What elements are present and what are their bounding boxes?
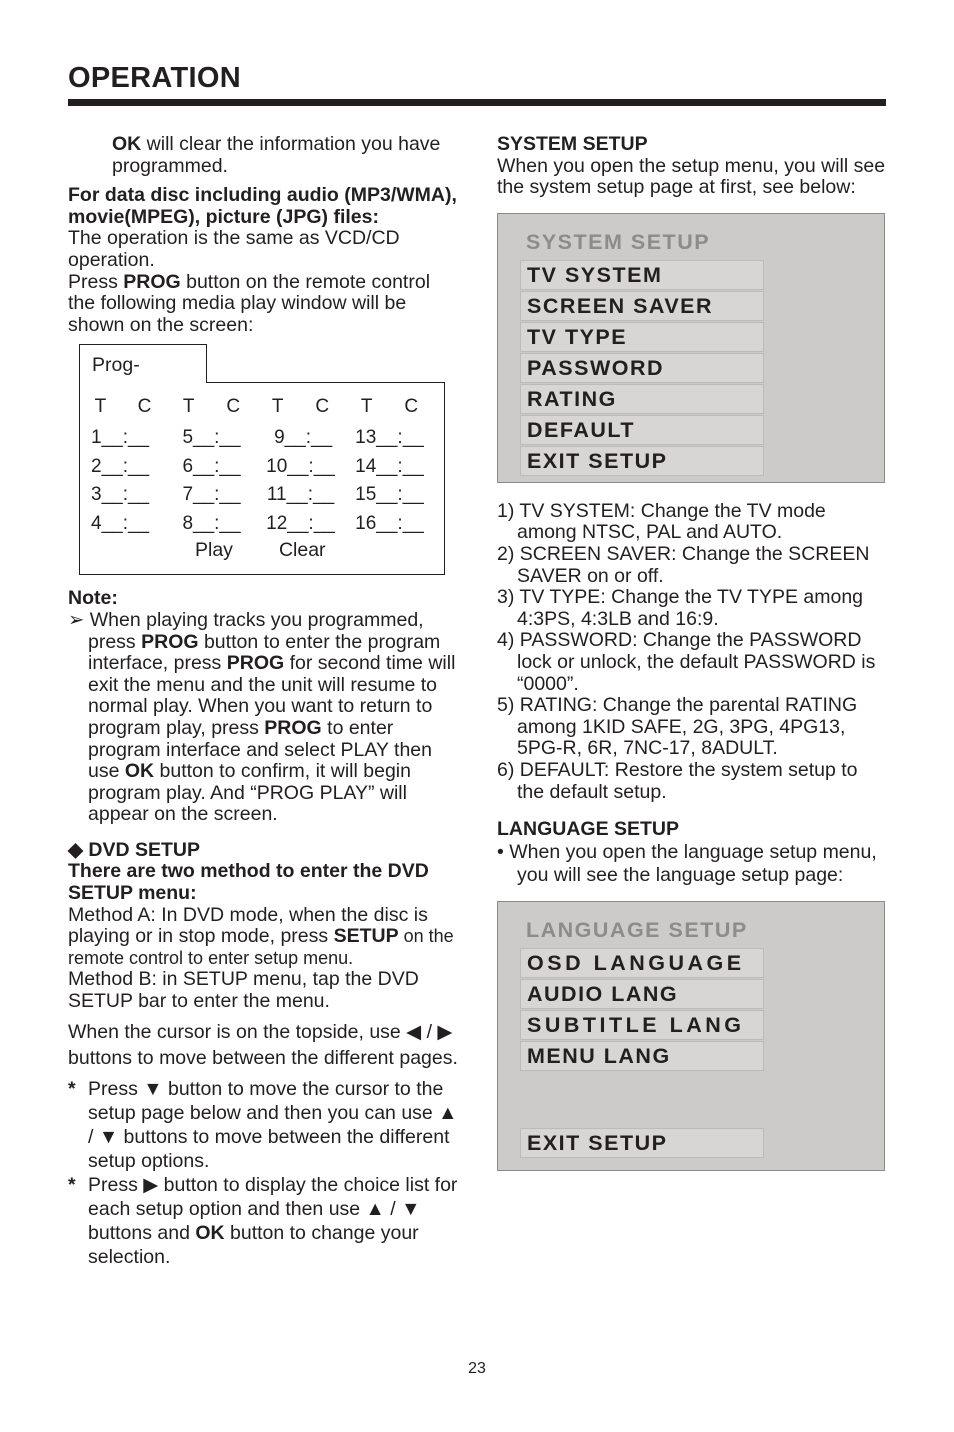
prog-slot[interactable]: 7__:__ <box>182 484 241 506</box>
prog-header-letter: T <box>360 395 373 417</box>
language-menu-items <box>520 948 764 1072</box>
left-column <box>68 134 460 1269</box>
star-note-2 <box>68 1173 460 1269</box>
prog-slot[interactable]: 15__:__ <box>355 484 424 506</box>
system-menu-item[interactable]: TV SYSTEM <box>520 260 764 290</box>
prog-header-letter: T <box>271 395 284 417</box>
system-setup-heading: SYSTEM SETUP <box>497 133 648 155</box>
system-menu-item[interactable]: EXIT SETUP <box>520 446 764 476</box>
method-b-text: Method B: in SETUP menu, tap the DVD SETUP bar to enter the menu. <box>68 968 419 1013</box>
note-bold: PROG <box>226 652 285 675</box>
system-menu-item[interactable]: RATING <box>520 384 764 414</box>
press-prog-post: button on the remote control the following media play window will be shown on the screen: <box>68 270 431 336</box>
language-exit-wrap <box>520 1128 764 1159</box>
prog-grid <box>79 392 445 538</box>
note-bold: OK <box>124 760 155 783</box>
prog-tab <box>79 344 207 383</box>
ok-bold: OK <box>195 1221 225 1244</box>
language-setup-menu <box>497 901 885 1171</box>
language-setup-heading: LANGUAGE SETUP <box>497 818 680 841</box>
prog-tab-label: Prog- <box>92 354 140 377</box>
prog-row <box>79 424 445 453</box>
prog-slot[interactable]: 12__:__ <box>266 512 335 534</box>
system-setup-menu <box>497 213 885 483</box>
system-menu-item[interactable]: TV TYPE <box>520 322 764 352</box>
star-note-2-post: button to change your selection. <box>88 1221 419 1268</box>
prog-slot[interactable]: 11__:__ <box>266 484 335 506</box>
note-part: for second time will exit the menu and the unit will resume to normal play. When you want to return to program play, press <box>88 652 456 739</box>
operation-same-text: The operation is the same as VCD/CD operation. <box>68 227 400 271</box>
prog-slot[interactable]: 8__:__ <box>182 512 241 534</box>
prog-slot[interactable]: 5__:__ <box>182 427 241 449</box>
system-option-description: 6) DEFAULT: Restore the system setup to the default setup. <box>497 758 858 803</box>
press-prog-text <box>68 272 460 337</box>
setup-bold: SETUP <box>333 925 399 948</box>
page-number: 23 <box>468 1360 486 1377</box>
ok-bold: OK <box>112 133 142 155</box>
note-part: button to enter the program interface, press <box>88 630 441 675</box>
note-heading: Note: <box>68 587 118 610</box>
note-part: button to confirm, it will begin program play. And “PROG PLAY” will appear on the screen. <box>88 760 411 826</box>
system-menu-item[interactable]: DEFAULT <box>520 415 764 445</box>
prog-row <box>79 481 445 510</box>
prog-slot[interactable]: 3__:__ <box>91 484 150 506</box>
prog-header-letter: C <box>137 395 152 417</box>
prog-slot[interactable]: 13__:__ <box>355 427 424 449</box>
system-option-list <box>497 501 889 803</box>
ok-clear-text <box>68 134 460 177</box>
data-disc-heading: For data disc including audio (MP3/WMA), movie(MPEG), picture (JPG) files: <box>68 184 457 228</box>
prog-play-button[interactable]: Play <box>195 539 233 562</box>
prog-header-cell <box>167 396 256 418</box>
prog-row <box>79 509 445 538</box>
press-prog-pre: Press <box>68 270 124 293</box>
system-option-description: 5) RATING: Change the parental RATING among 1KID SAFE, 2G, 3PG, 4PG13, 5PG-R, 6R, 7NC-17, 8ADULT. <box>497 694 858 760</box>
language-menu-item[interactable]: OSD LANGUAGE <box>520 948 764 978</box>
star-note-2-pre: Press ▶ button to display the choice list for each setup option and then use ▲ / ▼ buttons and <box>88 1173 458 1244</box>
prog-header-letter: C <box>315 395 330 417</box>
language-exit-setup-item[interactable]: EXIT SETUP <box>520 1128 764 1158</box>
method-a-pre: Method A: In DVD mode, when the disc is playing or in stop mode, press <box>68 903 428 948</box>
prog-slot[interactable]: 6__:__ <box>182 455 241 477</box>
system-option-description: 3) TV TYPE: Change the TV TYPE among 4:3PS, 4:3LB and 16:9. <box>497 586 864 630</box>
prog-window <box>79 344 445 576</box>
prog-header-letter: T <box>94 395 107 417</box>
method-a-post: on the remote control to enter setup menu. <box>68 926 454 968</box>
right-column <box>497 134 889 1189</box>
prog-slot[interactable]: 4__:__ <box>91 512 150 534</box>
asterisk: * <box>68 1077 76 1100</box>
language-setup-intro: • When you open the language setup menu, you will see the language setup page: <box>497 840 877 886</box>
prog-header-letter: C <box>226 395 241 417</box>
ok-clear-body: will clear the information you have programmed. <box>112 133 441 177</box>
prog-slot[interactable]: 2__:__ <box>91 455 150 477</box>
prog-slot[interactable]: 9__:__ <box>268 427 333 449</box>
prog-actions <box>195 540 326 562</box>
note-part: When playing tracks you programmed, press <box>84 608 424 653</box>
method-a-text <box>68 905 460 970</box>
system-option-description: 4) PASSWORD: Change the PASSWORD lock or unlock, the default PASSWORD is “0000”. <box>497 629 876 695</box>
dvd-setup-heading: ◆ DVD SETUP <box>68 838 201 861</box>
prog-header-cell <box>345 396 434 418</box>
prog-slot[interactable]: 14__:__ <box>355 455 424 477</box>
prog-slot[interactable]: 10__:__ <box>266 455 335 477</box>
prog-clear-button[interactable]: Clear <box>278 539 326 562</box>
note-bold: PROG <box>141 630 199 653</box>
prog-header-row <box>79 392 445 421</box>
prog-header-cell <box>79 396 167 418</box>
system-option-description: 1) TV SYSTEM: Change the TV mode among NTSC, PAL and AUTO. <box>497 499 826 544</box>
two-methods-heading: There are two method to enter the DVD SETUP menu: <box>68 860 429 905</box>
system-menu-item[interactable]: SCREEN SAVER <box>520 291 764 321</box>
prog-header-cell <box>256 396 345 418</box>
system-menu-title: SYSTEM SETUP <box>526 229 711 254</box>
note-part: to enter program interface and select PLAY then use <box>88 716 432 783</box>
language-menu-item[interactable]: SUBTITLE LANG <box>520 1010 764 1040</box>
system-menu-items <box>520 260 764 477</box>
prog-slot[interactable]: 1__:__ <box>91 427 150 449</box>
cursor-topside-text: When the cursor is on the topside, use ◀ / ▶ buttons to move between the different pages. <box>68 1020 458 1069</box>
prog-row <box>79 452 445 481</box>
arrow-bullet-icon: ➢ <box>68 608 85 631</box>
prog-header-letter: C <box>404 395 419 417</box>
system-setup-intro: When you open the setup menu, you will see the system setup page at first, see below: <box>497 154 886 199</box>
language-menu-item[interactable]: AUDIO LANG <box>520 979 764 1009</box>
star-note-1-text: Press ▼ button to move the cursor to the setup page below and then you can use ▲ / ▼ buttons to move between the different setup options. <box>88 1077 458 1172</box>
star-note-1 <box>68 1077 460 1173</box>
prog-bold: PROG <box>123 270 181 293</box>
language-menu-title: LANGUAGE SETUP <box>526 917 748 942</box>
note-bold: PROG <box>264 716 322 739</box>
asterisk: * <box>68 1173 76 1196</box>
system-menu-item[interactable]: PASSWORD <box>520 353 764 383</box>
header-rule <box>68 99 886 106</box>
language-menu-item[interactable]: MENU LANG <box>520 1041 764 1071</box>
prog-header-letter: T <box>182 395 195 417</box>
note-text <box>68 610 460 826</box>
page-title: OPERATION <box>68 62 241 94</box>
prog-slot[interactable]: 16__:__ <box>355 512 424 534</box>
system-option-description: 2) SCREEN SAVER: Change the SCREEN SAVER on or off. <box>497 542 870 587</box>
